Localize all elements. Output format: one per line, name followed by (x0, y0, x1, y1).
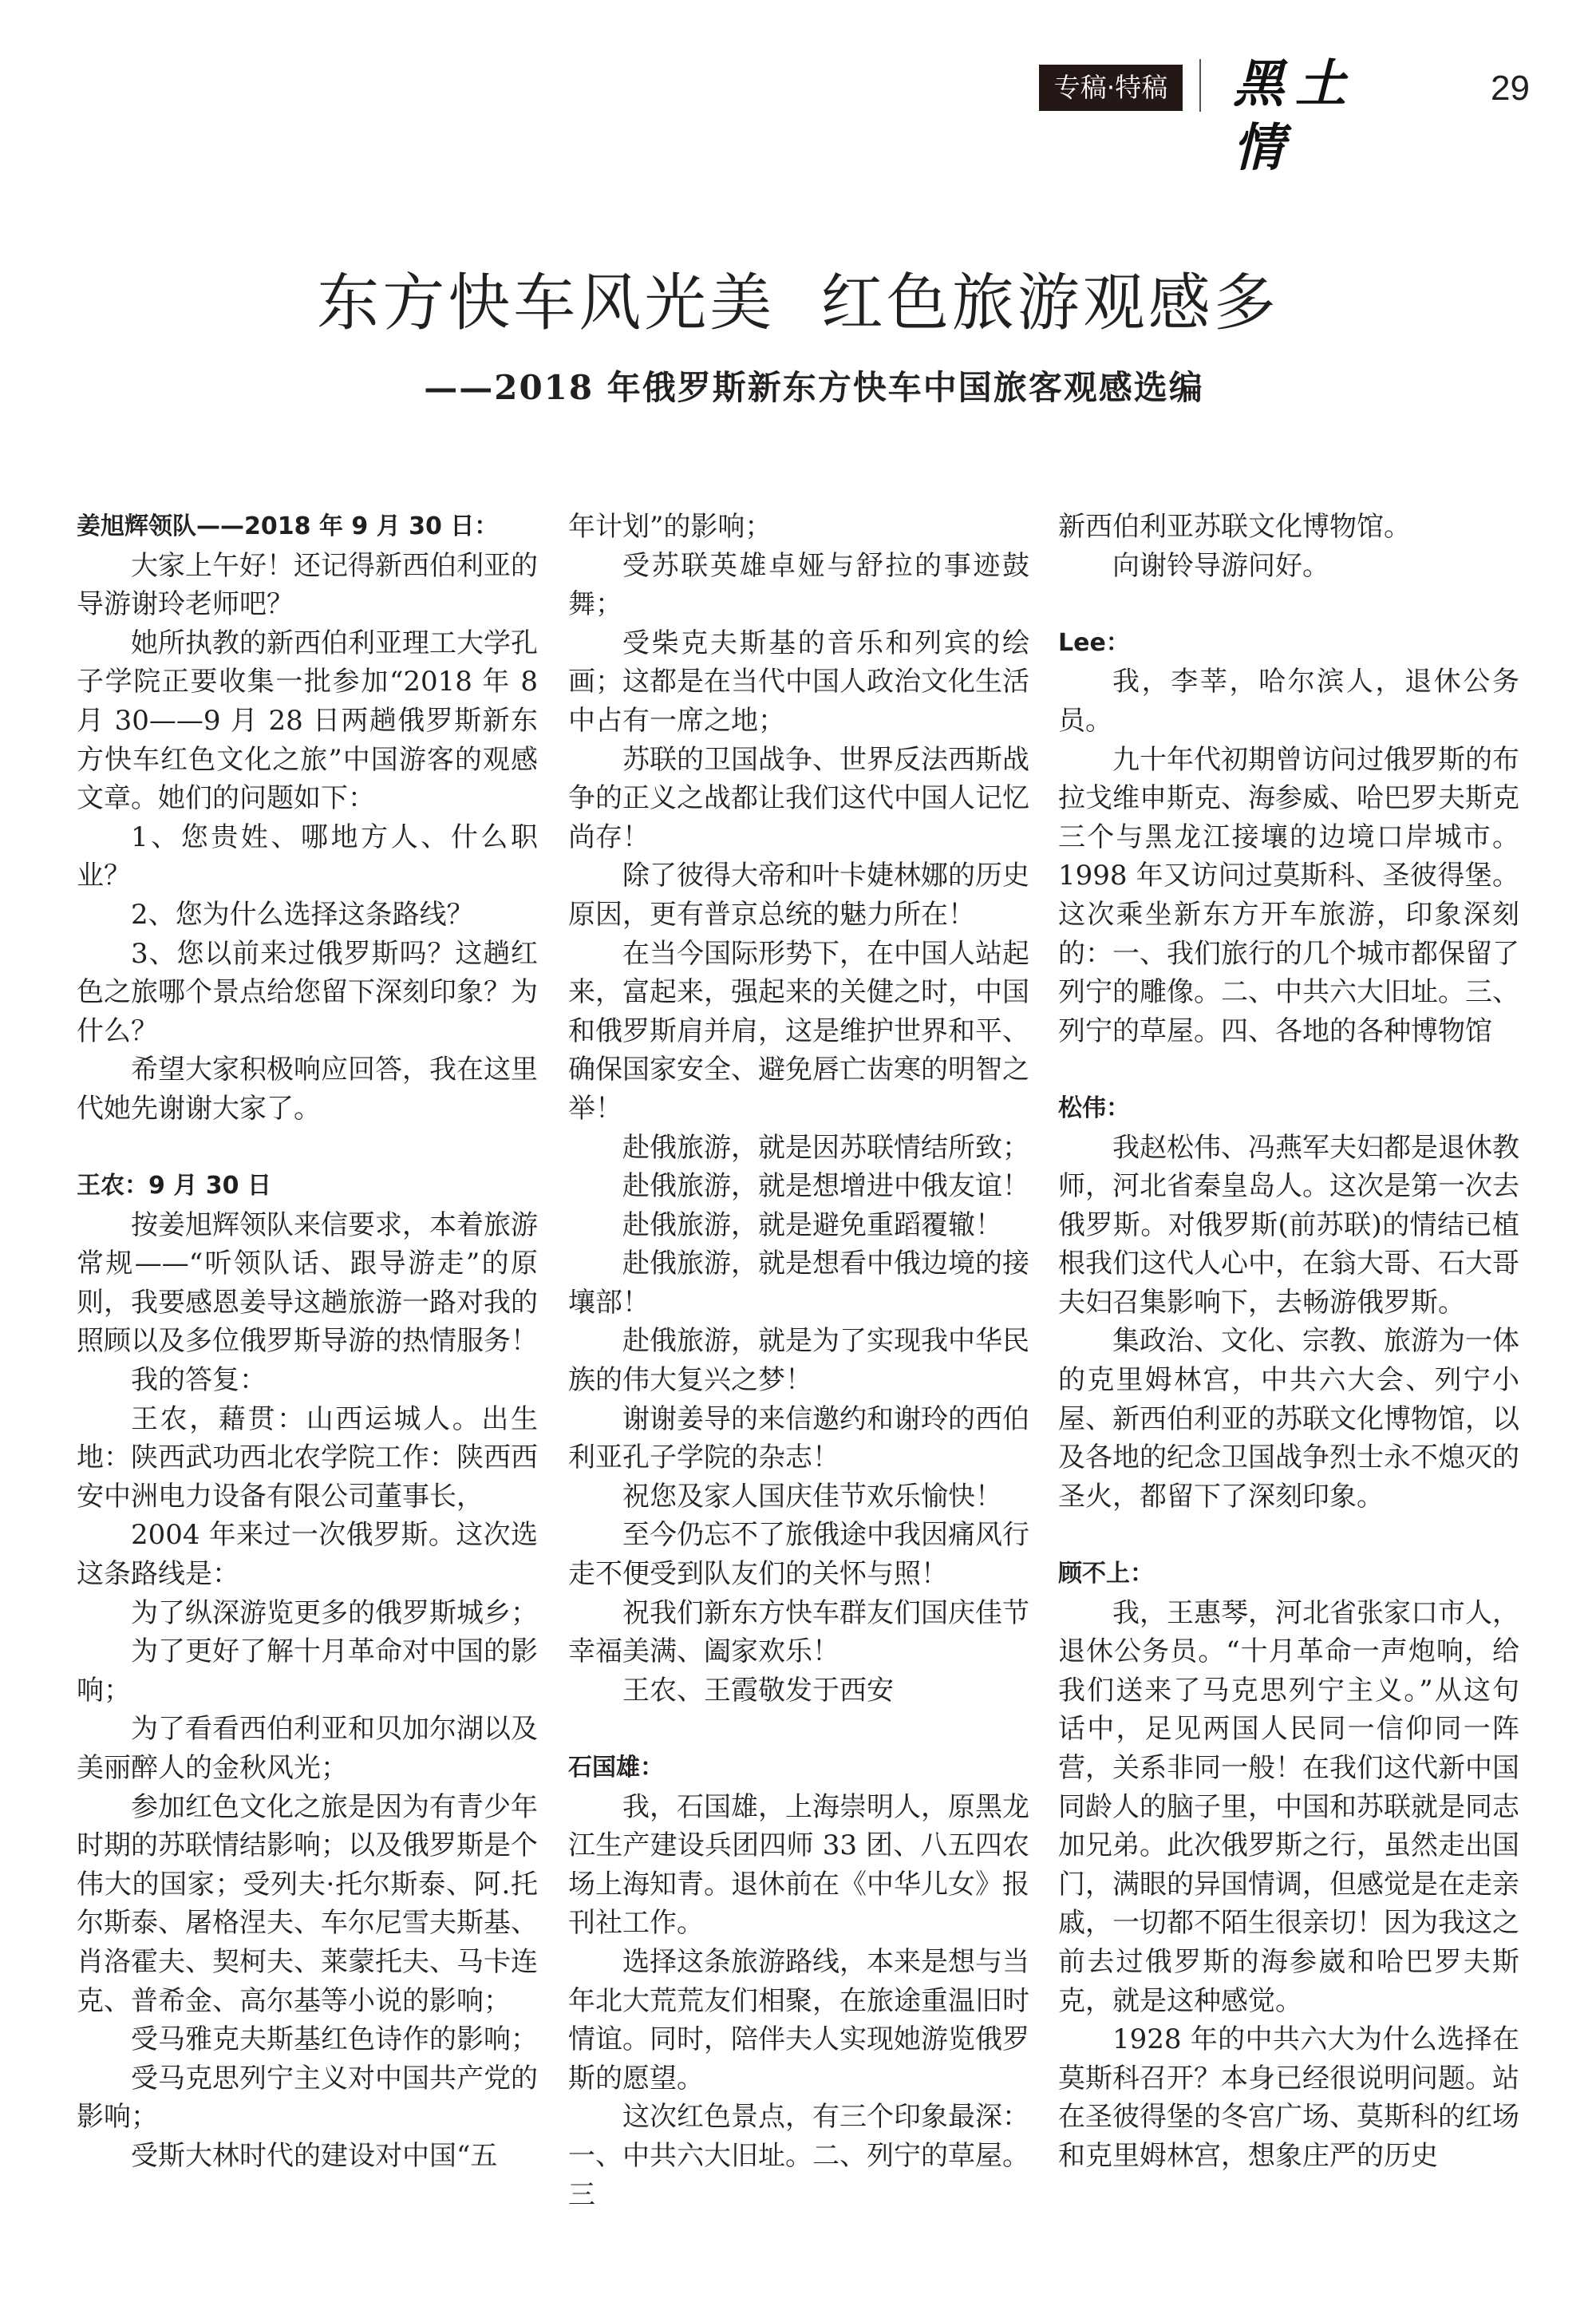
paragraph: 我，李莘，哈尔滨人，退休公务员。 (1058, 666, 1519, 737)
section-gap (77, 1129, 538, 1168)
section-gap (568, 1710, 1029, 1749)
paragraph: 新西伯利亚苏联文化博物馆。 (1058, 511, 1411, 543)
paragraph: 至今仍忘不了旅俄途中我因痛风行走不便受到队友们的关怀与照！ (568, 1519, 1029, 1591)
paragraph: 受苏联英雄卓娅与舒拉的事迹鼓舞； (568, 549, 1029, 621)
paragraph: 祝您及家人国庆佳节欢乐愉快！ (622, 1480, 1002, 1513)
section-tag: 专稿·特稿 (1039, 65, 1183, 111)
paragraph: 大家上午好！还记得新西伯利亚的导游谢玲老师吧？ (77, 549, 538, 621)
article-subtitle: ——2018 年俄罗斯新东方快车中国旅客观感选编 (424, 368, 1204, 407)
section-author-heading: 姜旭辉领队——2018 年 9 月 30 日： (77, 512, 499, 540)
section-author-heading: 王农：9 月 30 日 (77, 1172, 271, 1200)
paragraph: 她所执教的新西伯利亚理工大学孔子学院正要收集一批参加“2018 年 8 月 30——9 月 28 日两趟俄罗斯新东方快车红色文化之旅”中国游客的观感文章。她们的问题如下： (77, 627, 538, 815)
paragraph: 年计划”的影响； (568, 511, 772, 543)
paragraph: 九十年代初期曾访问过俄罗斯的布拉戈维申斯克、海参威、哈巴罗夫斯克三个与黑龙江接壤的边境口岸城市。1998 年又访问过莫斯科、圣彼得堡。这次乘坐新东方开车旅游，印象深刻的：一、我们旅行的几个城市都保留了列宁的雕像。二、中共六大旧址。三、列宁的草屋。四、各地的各种博物馆 (1058, 743, 1519, 1047)
section-gap (1058, 1516, 1519, 1555)
paragraph: 我，王惠琴，河北省张家口市人，退休公务员。“十月革命一声炮响，给我们送来了马克思列宁主义。”从这句话中，足见两国人民同一信仰同一阵营，关系非同一般！在我们这代新中国同龄人的脑子里，中国和苏联就是同志加兄弟。此次俄罗斯之行，虽然走出国门，满眼的异国情调，但感觉是在走亲戚，一切都不陌生很亲切！因为我这之前去过俄罗斯的海参崴和哈巴罗夫斯克，就是这种感觉。 (1058, 1596, 1519, 2017)
paragraph: 赴俄旅游，就是因苏联情结所致； (622, 1131, 1029, 1164)
paragraph: 赴俄旅游，就是避免重蹈覆辙！ (622, 1208, 1002, 1241)
paragraph: 除了彼得大帝和叶卡婕林娜的历史原因，更有普京总统的魅力所在！ (568, 860, 1029, 931)
paragraph: 参加红色文化之旅是因为有青少年时期的苏联情结影响；以及俄罗斯是个伟大的国家；受列夫·托尔斯泰、阿.托尔斯泰、屠格涅夫、车尔尼雪夫斯基、肖洛霍夫、契柯夫、莱蒙托夫、马卡连克、普希金、高尔基等小说的影响； (77, 1790, 538, 2017)
text-column-3 (1058, 508, 1519, 2176)
paragraph: 我，石国雄，上海崇明人，原黑龙江生产建设兵团四师 33 团、八五四农场上海知青。退休前在《中华儿女》报刊社工作。 (568, 1790, 1029, 1940)
section-gap (1058, 1050, 1519, 1090)
text-column-2 (568, 508, 1029, 2214)
paragraph: 在当今国际形势下，在中国人站起来，富起来，强起来的关健之时，中国和俄罗斯肩并肩，这是维护世界和平、确保国家安全、避免唇亡齿寒的明智之举！ (568, 937, 1029, 1125)
paragraph: 为了纵深游览更多的俄罗斯城乡； (131, 1596, 538, 1629)
paragraph: 受马克思列宁主义对中国共产党的影响； (77, 2062, 538, 2134)
paragraph: 我的答复： (131, 1364, 267, 1397)
paragraph: 这次红色景点，有三个印象最深：一、中共六大旧址。二、列宁的草屋。三 (568, 2101, 1029, 2211)
paragraph: 1928 年的中共六大为什么选择在莫斯科召开？本身已经很说明问题。站在圣彼得堡的冬宫广场、莫斯科的红场和克里姆林宫，想象庄严的历史 (1058, 2023, 1519, 2172)
paragraph: 希望大家积极响应回答，我在这里代她先谢谢大家了。 (77, 1054, 538, 1125)
magazine-logo: 黑土情 (1233, 54, 1357, 178)
paragraph: 为了更好了解十月革命对中国的影响； (77, 1636, 538, 1707)
paragraph: 3、您以前来过俄罗斯吗？这趟红色之旅哪个景点给您留下深刻印象？为什么？ (77, 937, 538, 1047)
paragraph: 谢谢姜导的来信邀约和谢玲的西伯利亚孔子学院的杂志！ (568, 1402, 1029, 1474)
section-author-heading: 顾不上： (1058, 1560, 1154, 1588)
paragraph: 2004 年来过一次俄罗斯。这次选这条路线是： (77, 1519, 538, 1591)
paragraph: 祝我们新东方快车群友们国庆佳节幸福美满、阖家欢乐！ (568, 1596, 1029, 1668)
paragraph: 受马雅克夫斯基红色诗作的影响； (131, 2023, 538, 2056)
section-author-heading: 松伟： (1058, 1094, 1130, 1122)
page-number: 29 (1491, 69, 1530, 108)
paragraph: 赴俄旅游，就是为了实现我中华民族的伟大复兴之梦！ (568, 1325, 1029, 1397)
paragraph: 为了看看西伯利亚和贝加尔湖以及美丽醉人的金秋风光； (77, 1713, 538, 1784)
paragraph: 2、您为什么选择这条路线？ (131, 898, 474, 931)
paragraph: 我赵松伟、冯燕军夫妇都是退休教师，河北省秦皇岛人。这次是第一次去俄罗斯。对俄罗斯(前苏联)的情结已植根我们这代人心中，在翁大哥、石大哥夫妇召集影响下，去畅游俄罗斯。 (1058, 1131, 1519, 1319)
paragraph: 按姜旭辉领队来信要求，本着旅游常规——“听领队话、跟导游走”的原则，我要感恩姜导这趟旅游一路对我的照顾以及多位俄罗斯导游的热情服务！ (77, 1208, 538, 1358)
section-author-heading: Lee： (1058, 628, 1130, 657)
header-divider (1199, 59, 1201, 112)
article-title: 东方快车风光美 红色旅游观感多 (317, 267, 1279, 339)
text-column-1 (77, 508, 538, 2176)
paragraph: 王农，藉贯：山西运城人。出生地：陕西武功西北农学院工作：陕西西安中洲电力设备有限公司董事长， (77, 1402, 538, 1513)
paragraph: 赴俄旅游，就是想看中俄边境的接壤部！ (568, 1248, 1029, 1319)
paragraph: 选择这条旅游路线，本来是想与当年北大荒荒友们相聚，在旅途重温旧时情谊。同时，陪伴夫人实现她游览俄罗斯的愿望。 (568, 1945, 1029, 2094)
paragraph: 受斯大林时代的建设对中国“五 (131, 2139, 498, 2172)
paragraph: 受柴克夫斯基的音乐和列宾的绘画；这都是在当代中国人政治文化生活中占有一席之地； (568, 627, 1029, 737)
paragraph: 王农、王霞敬发于西安 (622, 1674, 894, 1707)
paragraph: 1、您贵姓、哪地方人、什么职业？ (77, 821, 538, 892)
paragraph: 赴俄旅游，就是想增进中俄友谊！ (622, 1170, 1029, 1203)
paragraph: 集政治、文化、宗教、旅游为一体的克里姆林宫，中共六大会、列宁小屋、新西伯利亚的苏联文化博物馆，以及各地的纪念卫国战争烈士永不熄灭的圣火，都留下了深刻印象。 (1058, 1325, 1519, 1513)
section-gap (1058, 585, 1519, 624)
paragraph: 苏联的卫国战争、世界反法西斯战争的正义之战都让我们这代中国人记忆尚存！ (568, 743, 1029, 853)
section-author-heading: 石国雄： (568, 1754, 664, 1782)
paragraph: 向谢铃导游问好。 (1112, 549, 1329, 582)
